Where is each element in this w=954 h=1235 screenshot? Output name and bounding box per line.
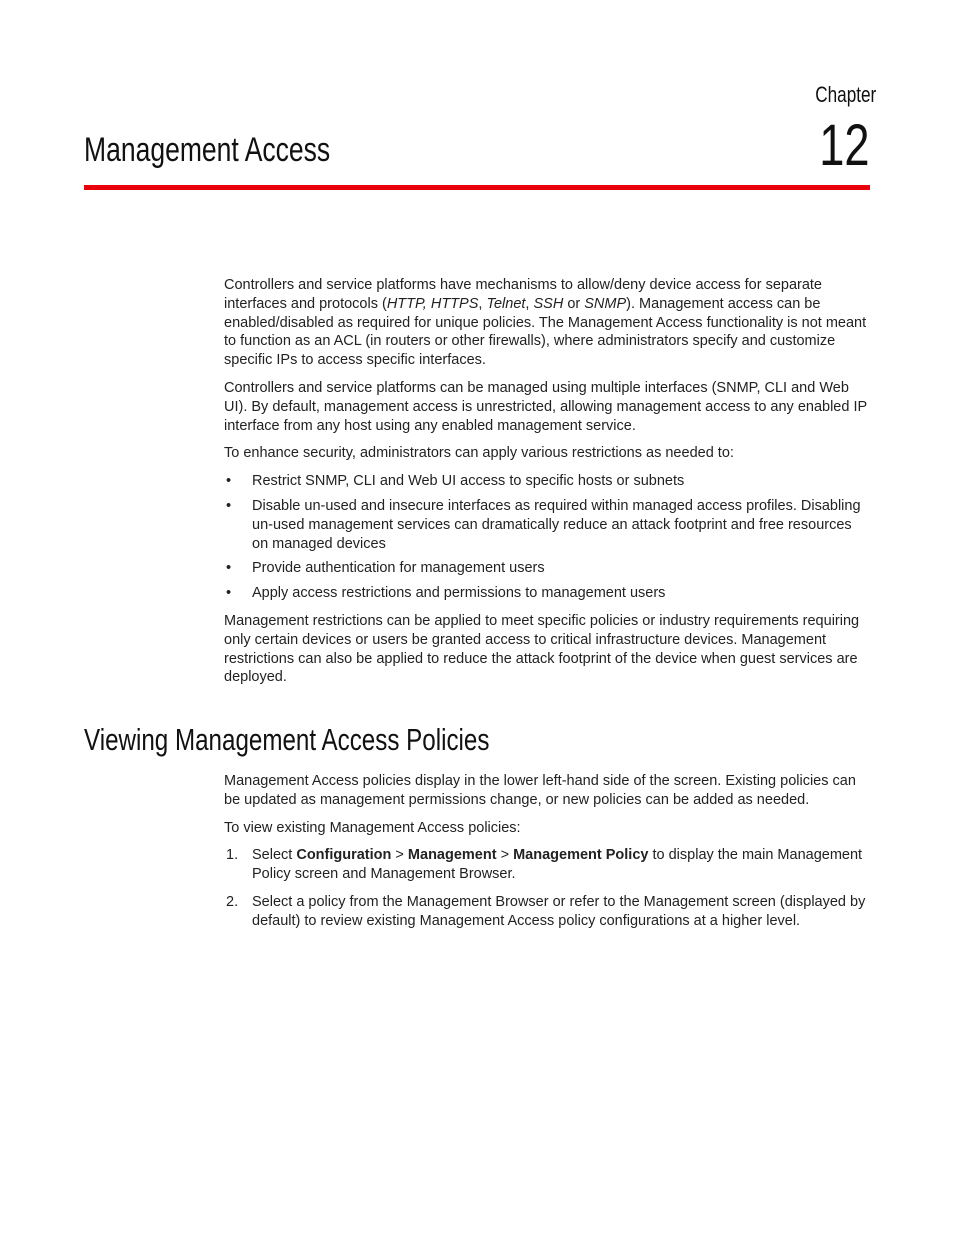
text: SSH [533,295,564,312]
list-item [224,584,870,603]
step-item [224,846,870,884]
bullet: • [226,473,232,490]
chapter-title [84,131,400,170]
intro-paragraph-3: To enhance security, administrators can apply various restrictions as needed to: [224,445,734,462]
section-heading [84,722,604,758]
bullet: • [226,497,232,514]
text: Telnet [486,295,526,312]
list-item-text: Restrict SNMP, CLI and Web UI access to specific hosts or subnets [252,473,685,490]
chapter-number-text: 12 [819,113,870,178]
title-rule [84,185,870,190]
step-item [224,893,870,931]
chapter-number [805,112,870,179]
text: or [563,295,585,312]
section-paragraph-2: To view existing Management Access policies: [224,819,521,836]
text: SNMP [584,295,627,312]
list-item-text: Provide authentication for management users [252,560,545,577]
text: ). Management access can be enabled/disabled as required for unique policies. The Management Access functionality is not meant to function as an ACL (in routers or other firewalls), where administrators specify and customize specific IPs to access specific interfaces. [224,295,867,369]
text: HTTP, HTTPS [386,295,479,312]
text: > [496,847,514,864]
viewing-section [224,772,870,937]
text: , [478,295,487,312]
text: Controllers and service platforms have mechanisms to allow/deny device access for separate interfaces and protocols ( [224,277,822,312]
menu-path-management-policy: Management Policy [513,847,649,864]
chapter-label-text: Chapter [814,82,876,107]
text: , [525,295,534,312]
text: Select [252,847,297,864]
section-paragraph-1: Management Access policies display in the lower left-hand side of the screen. Existing policies can be updated as management permissions change, or new policies can be added as needed. [224,773,856,808]
intro-paragraph-2: Controllers and service platforms can be managed using multiple interfaces (SNMP, CLI and Web UI). By default, management access is unrestricted, allowing management access to any enabled IP interface from any host using any enabled management service. [224,379,867,434]
chapter-title-text: Management Access [84,131,331,169]
text: to display the main Management Policy screen and Management Browser. [252,847,863,883]
step-text: Select a policy from the Management Browser or refer to the Management screen (displayed by default) to review existing Management Access policy configurations at a higher level. [252,893,866,929]
intro-section [224,276,870,696]
intro-paragraph-4: Management restrictions can be applied to meet specific policies or industry requirements requiring only certain devices or users be granted access to critical infrastructure devices. Management restrictions can also be applied to reduce the attack footprint of the device when guest services are deployed. [224,612,860,686]
list-item-text: Disable un-used and insecure interfaces as required within managed access profiles. Disabling un-used management services can dramatically reduce an attack footprint and free resources on managed devices [252,497,861,552]
step-number: 1. [226,847,239,864]
menu-path-management: Management [407,847,497,864]
section-heading-text: Viewing Management Access Policies [84,722,490,757]
text: > [391,847,408,864]
list-item-text: Apply access restrictions and permissions to management users [252,585,666,602]
step-number: 2. [226,893,239,910]
list-item [224,559,870,578]
list-item [224,497,870,553]
intro-paragraph-1 [224,276,870,370]
menu-path-configuration: Configuration [296,847,392,864]
bullet: • [226,585,232,602]
bullet: • [226,560,232,577]
chapter-label [798,82,876,108]
list-item [224,472,870,491]
